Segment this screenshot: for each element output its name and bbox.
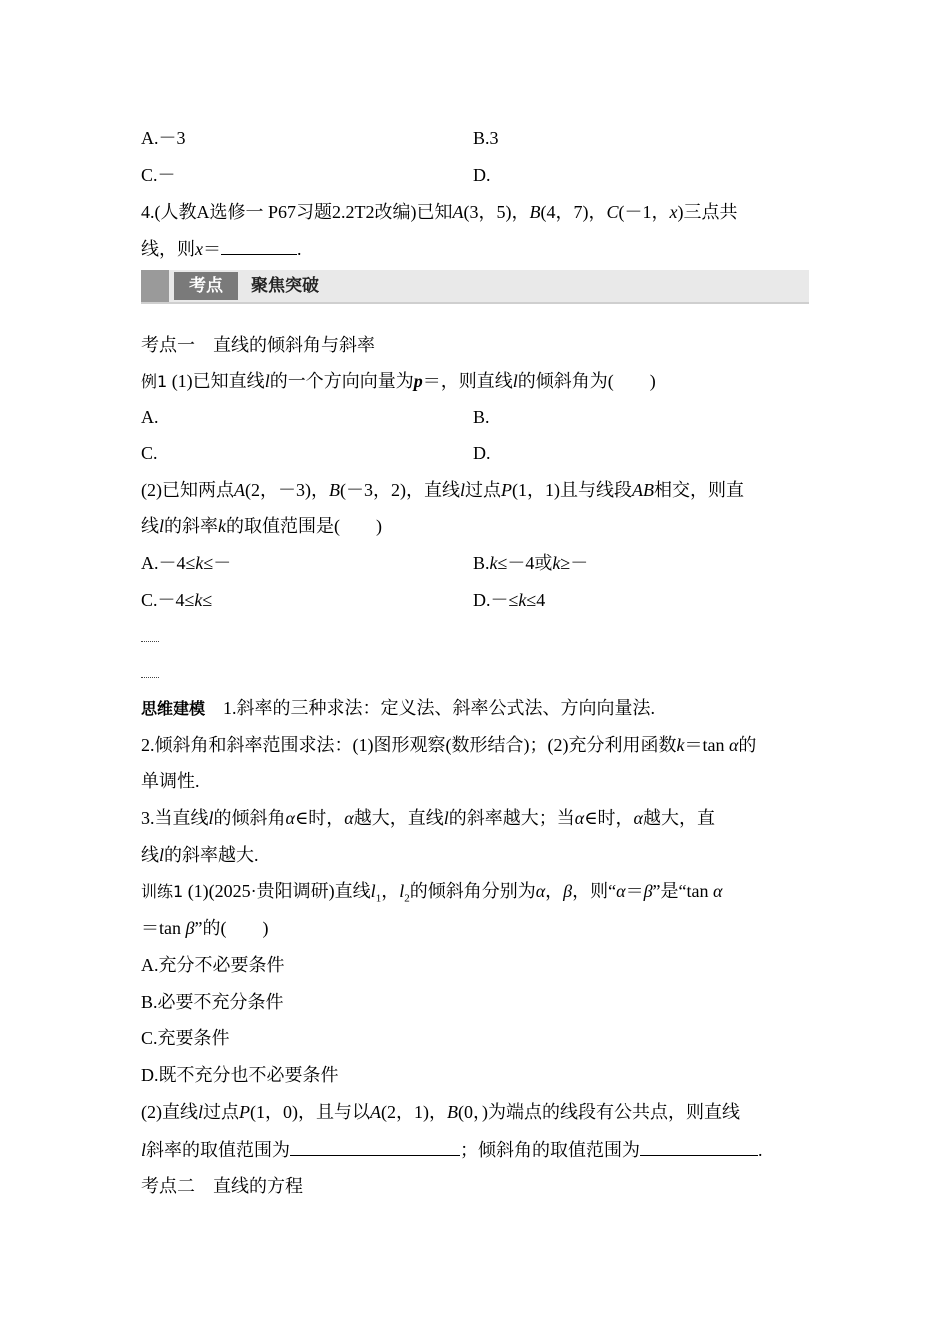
option-a: A.－3 — [141, 128, 186, 148]
example-1-part2-option-b: B.k≤－4或k≥－ — [473, 553, 589, 573]
example-1-line1: 例1 (1)已知直线l的一个方向向量为p＝，则直线l的倾斜角为( ) — [141, 371, 656, 391]
question-4-line1: 4.(人教A选修一 P67习题2.2T2改编)已知A(3，5)，B(4，7)，C(－1，x)三点共 — [141, 202, 738, 222]
model-line2: 2.倾斜角和斜率范围求法：(1)图形观察(数形结合)；(2)充分利用函数k＝tan α的 — [141, 735, 757, 755]
section-banner — [141, 270, 809, 304]
training-1-line1: 训练1 (1)(2025·贵阳调研)直线$l_1$，$l_2$的倾斜角分别为α，β，则“α＝β”是“tan α — [141, 881, 723, 905]
example-1-option-d: D. — [473, 443, 491, 463]
slope-range-blank[interactable] — [290, 1137, 460, 1156]
model-line1: 思维建模 1.斜率的三种求法：定义法、斜率公式法、方向向量法. — [141, 698, 656, 718]
training-1-option-d: D.既不充分也不必要条件 — [141, 1065, 339, 1085]
training-1-option-c: C.充要条件 — [141, 1028, 230, 1048]
example-1-option-a: A. — [141, 407, 159, 427]
banner-title: 聚焦突破 — [251, 276, 319, 296]
training-1-part2-line2: l斜率的取值范围为 ；倾斜角的取值范围为 . — [141, 1137, 763, 1162]
angle-range-blank[interactable] — [640, 1137, 758, 1156]
model-line3: 单调性. — [141, 771, 200, 791]
training-1-option-b: B.必要不充分条件 — [141, 992, 284, 1012]
topic-2-heading: 考点二 直线的方程 — [141, 1176, 303, 1196]
training-1-line2: ＝tan β”的( ) — [141, 918, 269, 938]
dotted-mark — [141, 641, 159, 642]
example-1-part2-option-d: D.－≤k≤4 — [473, 590, 546, 610]
example-1-option-b: B. — [473, 407, 490, 427]
question-4-line2: 线，则x＝ . — [141, 236, 302, 261]
dotted-mark — [141, 677, 159, 678]
example-1-option-c: C. — [141, 443, 158, 463]
example-1-part2-option-c: C.－4≤k≤ — [141, 590, 213, 610]
model-line5: 线l的斜率越大. — [141, 845, 259, 865]
option-c: C.－ — [141, 165, 176, 185]
training-1-option-a: A.充分不必要条件 — [141, 955, 285, 975]
model-line4: 3.当直线l的倾斜角α∈时，α越大，直线l的斜率越大；当α∈时，α越大，直 — [141, 808, 715, 828]
example-1-part2-line2: 线l的斜率k的取值范围是( ) — [141, 516, 383, 536]
answer-blank[interactable] — [221, 236, 297, 255]
banner-tag: 考点 — [174, 272, 238, 300]
banner-accent — [141, 270, 169, 302]
example-1-part2-line1: (2)已知两点A(2，－3)，B(－3，2)，直线l过点P(1，1)且与线段AB相交，则直 — [141, 480, 745, 500]
topic-1-heading: 考点一 直线的倾斜角与斜率 — [141, 335, 375, 355]
option-d: D. — [473, 165, 491, 185]
training-1-part2-line1: (2)直线l过点P(1，0)，且与以A(2，1)，B(0，)为端点的线段有公共点，则直线 — [141, 1102, 741, 1122]
option-b: B.3 — [473, 128, 499, 148]
example-1-part2-option-a: A.－4≤k≤－ — [141, 553, 232, 573]
